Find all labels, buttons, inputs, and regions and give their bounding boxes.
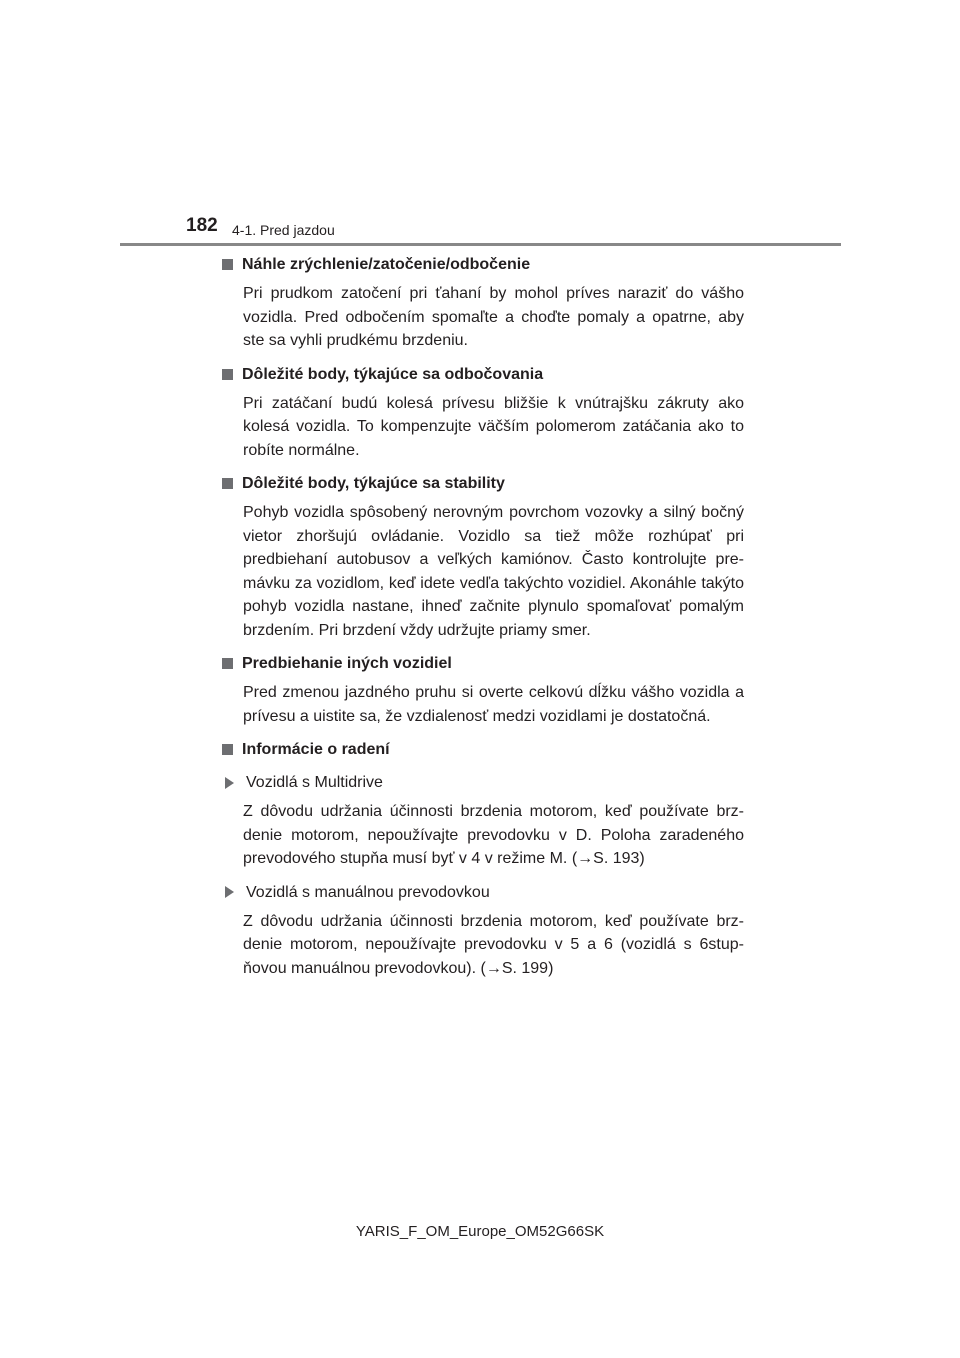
paragraph: Pred zmenou jazdného pruhu si overte celkovú dĺžku vášho vozidla a prívesu a uistite sa, že vzdialenosť medzi vozidlami je dostatočná. (243, 684, 744, 725)
section-overtaking (222, 652, 744, 728)
section-stability (222, 472, 744, 642)
paragraph: Pri prudkom zatočení pri ťahaní by mohol príves naraziť do vášho vozidla. Pred odbočením spomaľte a choďte pomaly a opatrne, aby ste sa vyhli prudkému brzdeniu. (243, 285, 744, 349)
footer-doc-code: YARIS_F_OM_Europe_OM52G66SK (355, 1223, 605, 1240)
subsection-label: Vozidlá s Multidrive (246, 774, 383, 791)
paragraph: Pri zatáčaní budú kolesá prívesu bližšie k vnútrajšku zákruty ako kolesá vozidla. To kompenzujte väčším polomerom zatáčania ako to robíte normálne. (243, 394, 744, 459)
page-content (222, 253, 744, 980)
page-number: 182 (186, 215, 218, 236)
subsection-label: Vozidlá s manuálnou prevodovkou (246, 883, 490, 901)
section-turning (222, 363, 744, 463)
triangle-bullet-icon (225, 886, 234, 898)
paragraph: Pohyb vozidla spôsobený nerovným povrchom vozovky a silný bočný vietor zhoršujú ovládanie. Vozidlo sa tiež môže rozhúpať pri predbiehaní autobusov a veľkých kamiónov. Často kontrolujte premávku za vozidlom, keď idete vedľa takýchto vozidiel. Akonáhle takýto pohyb vozidla nastane, ihneď začnite plynulo spomaľovať pomalým brzdením. Pri brzdení vždy udržujte priamy smer. (243, 504, 744, 639)
square-bullet-icon (222, 259, 233, 270)
heading-text: Predbiehanie iných vozidiel (242, 655, 452, 672)
subsection-heading (222, 881, 744, 904)
section-heading (222, 472, 744, 495)
paragraph: Z dôvodu udržania účinnosti brzdenia motorom, keď používate brzdenie motorom, nepoužívajte prevodovku v 5 a 6 (vozidlá s 6stupňovou manuálnou prevodovkou). (→S. 199) (243, 912, 744, 977)
section-heading (222, 253, 744, 276)
section-heading (222, 363, 744, 386)
section-heading (222, 738, 744, 761)
paragraph: Z dôvodu udržania účinnosti brzdenia motorom, keď používate brzdenie motorom, nepoužívajte prevodovku v D. Poloha zaradeného prevodového stupňa musí byť v 4 v režime M. (→S. 193) (243, 803, 744, 867)
subsection-heading (222, 771, 744, 794)
heading-text: Dôležité body, týkajúce sa odbočovania (242, 365, 544, 383)
header-divider (120, 243, 841, 246)
section-shifting-info (222, 738, 744, 980)
square-bullet-icon (222, 744, 233, 755)
square-bullet-icon (222, 369, 233, 380)
heading-text: Náhle zrýchlenie/zatočenie/odbočenie (242, 256, 531, 273)
square-bullet-icon (222, 478, 233, 489)
section-heading (222, 652, 744, 675)
section-sudden-acceleration (222, 253, 744, 353)
square-bullet-icon (222, 658, 233, 669)
section-title: 4-1. Pred jazdou (232, 222, 335, 238)
triangle-bullet-icon (225, 777, 234, 789)
heading-text: Dôležité body, týkajúce sa stability (242, 475, 505, 492)
heading-text: Informácie o radení (242, 741, 390, 758)
